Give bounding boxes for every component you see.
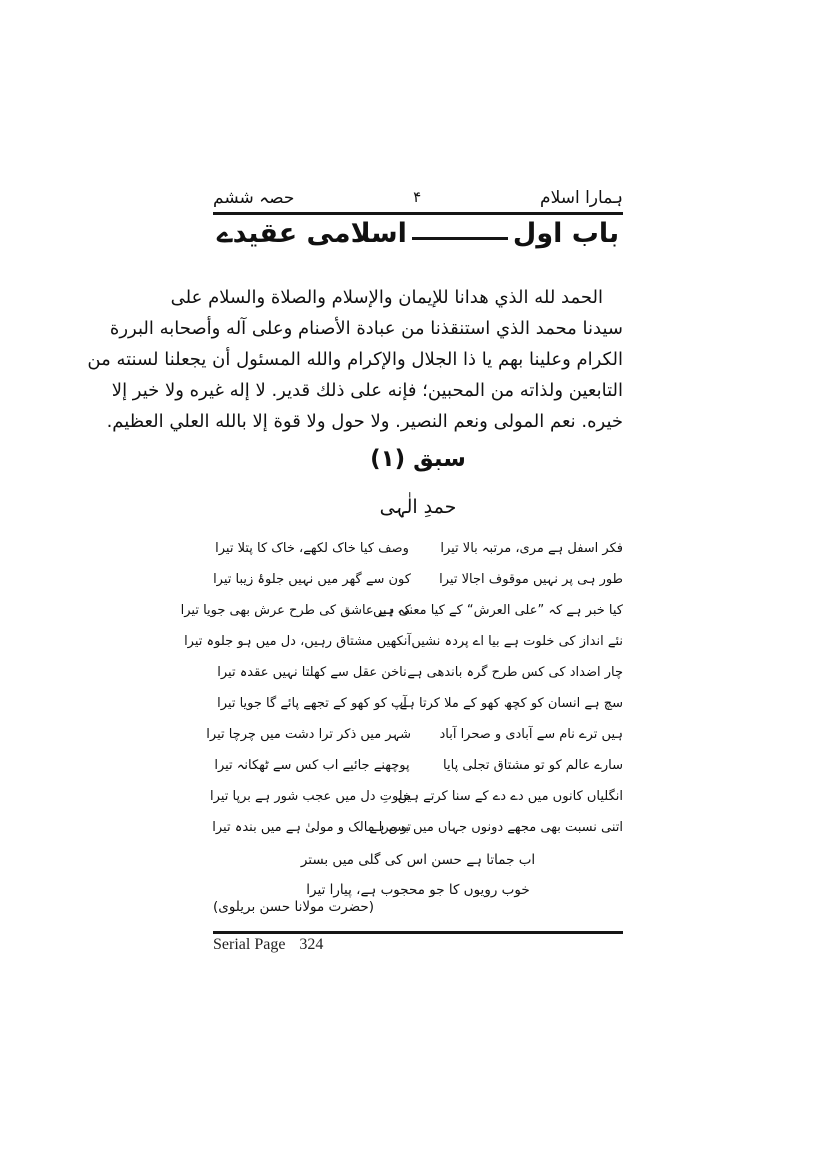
chapter-heading [213, 218, 623, 249]
lesson-heading: سبق (۱) [370, 446, 466, 472]
poem-couplet [213, 657, 623, 688]
arabic-line: الكرام وعلينا بهم يا ذا الجلال والإكرام والله المسئول أن يجعلنا لسنته من [87, 349, 623, 370]
arabic-line: الحمد لله الذي هدانا للإيمان والإسلام والصلاة والسلام على [170, 287, 603, 308]
kashida-divider [412, 237, 508, 240]
arabic-line: خيره. نعم المولى ونعم النصير. ولا حول ولا قوة إلا بالله العلي العظيم. [106, 411, 623, 432]
hemistich-second: خلوتِ دل میں عجب شور ہے برپا تیرا [210, 789, 411, 804]
hemistich-second: وصف کیا خاک لکھے، خاک کا پتلا تیرا [215, 541, 409, 556]
chapter-heading-part1: باب اول [512, 218, 620, 249]
poem-couplet [184, 626, 623, 657]
poem-couplet [213, 564, 623, 595]
hemistich-first: طور ہی پر نہیں موقوف اجالا تیرا [439, 572, 623, 587]
hemistich-first: سارے عالم کو تو مشتاق تجلی پایا [443, 758, 623, 773]
arabic-line: التابعين ولذاته من المحبين؛ فإنه على ذلك قدير. لا إله غيره ولا خير إلا [111, 380, 623, 401]
hemistich-second: آپ کو کھو کے تجھے پائے گا جویا تیرا [217, 696, 407, 711]
hemistich-first: اتنی نسبت بھی مجھے دونوں جہاں میں بس ہے [369, 820, 623, 835]
hemistich-second: شہر میں ذکر ترا دشت میں چرچا تیرا [206, 727, 411, 742]
hemistich-second: کون سے گھر میں نہیں جلوۂ زیبا تیرا [213, 572, 411, 587]
footer-rule [213, 931, 623, 934]
poem-couplet [206, 719, 623, 750]
page-header [213, 170, 623, 215]
poem-title: حمدِ الٰہی [379, 496, 457, 518]
closing-line: خوب رویوں کا جو محجوب ہے، پیارا تیرا [306, 882, 530, 898]
hemistich-second: تو مرا مالک و مولیٰ ہے میں بندہ تیرا [212, 820, 411, 835]
hemistich-first: نئے انداز کی خلوت ہے بیا اے پردہ نشیں [411, 634, 623, 649]
poem-couplet [213, 688, 623, 719]
arabic-intro-paragraph [87, 282, 623, 437]
poem-couplet [213, 533, 623, 564]
serial-page-label: Serial Page [213, 936, 286, 953]
chapter-heading-part2: اسلامی عقیدے [216, 218, 407, 249]
serial-page [213, 936, 623, 954]
hemistich-second: آنکھیں مشتاق رہیں، دل میں ہو جلوہ تیرا [184, 634, 411, 649]
hemistich-first: ہیں ترے نام سے آبادی و صحرا آباد [439, 727, 623, 742]
serial-page-number: 324 [299, 936, 324, 953]
poem-couplet [210, 781, 623, 812]
hemistich-second: پوچھنے جائیے اب کس سے ٹھکانہ تیرا [214, 758, 410, 773]
page-number: ۴ [413, 188, 422, 206]
book-title: ہمارا اسلام [540, 188, 623, 208]
closing-couplet [213, 845, 623, 905]
hemistich-first: کیا خبر ہے کہ ”علی العرش“ کے کیا معنی ہیں [373, 603, 623, 618]
poem [180, 533, 623, 843]
closing-line: اب جماتا ہے حسن اس کی گلی میں بستر [300, 852, 536, 868]
hemistich-second: ناخن عقل سے کھلتا نہیں عقدہ تیرا [217, 665, 407, 680]
arabic-line: سيدنا محمد الذي استنقذنا من عبادة الأصنام وعلى آله وأصحابه البررة [109, 318, 623, 339]
poem-couplet [213, 812, 623, 843]
hemistich-first: سچ ہے انسان کو کچھ کھو کے ملا کرتا ہے [399, 696, 623, 711]
poem-couplet [180, 595, 623, 626]
part-label: حصہ ششم [213, 188, 295, 208]
poet-attribution: (حضرت مولانا حسن بریلوی) [213, 899, 375, 915]
hemistich-first: انگلیاں کانوں میں دے دے کے سنا کرتے ہیں [397, 789, 623, 804]
hemistich-first: چار اضداد کی کس طرح گرہ باندھی ہے [407, 665, 623, 680]
poem-couplet [213, 750, 623, 781]
hemistich-second: کہ ہے عاشق کی طرح عرش بھی جویا تیرا [180, 603, 411, 618]
hemistich-first: فکر اسفل ہے مری، مرتبہ بالا تیرا [440, 541, 623, 556]
